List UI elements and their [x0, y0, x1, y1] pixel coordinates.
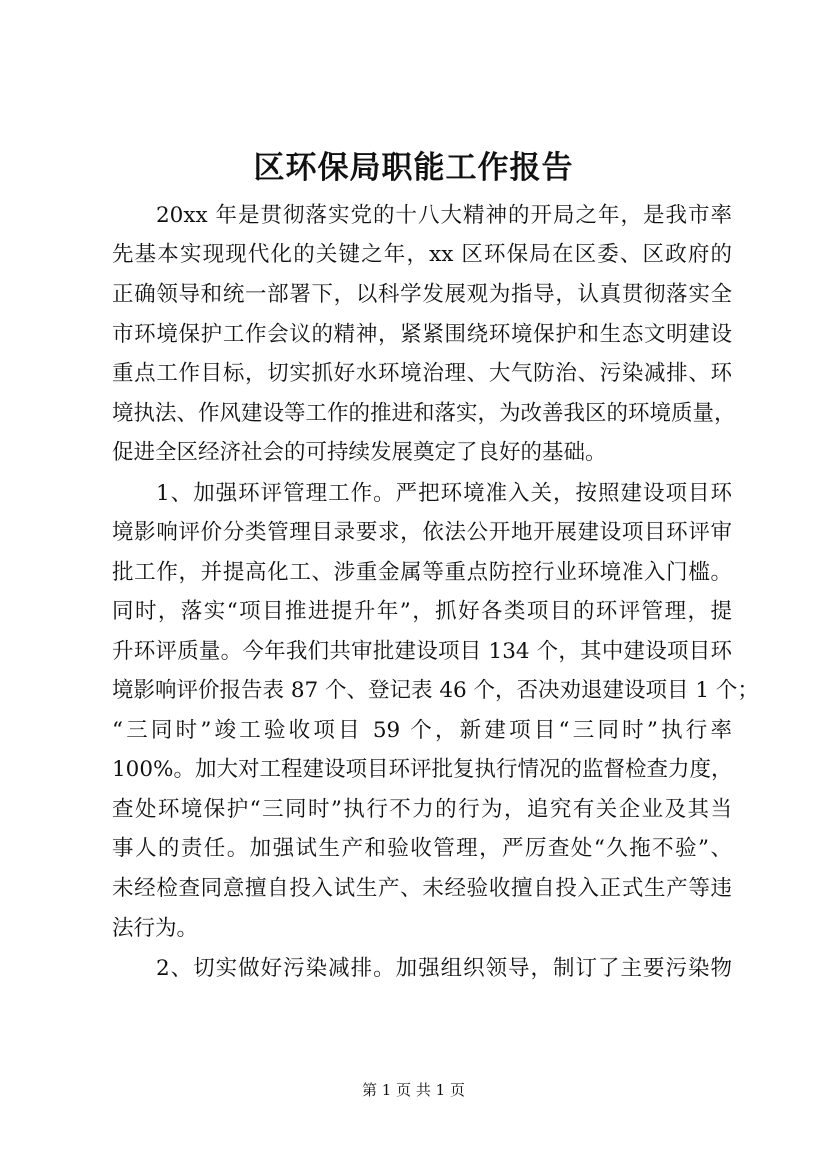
page-title: 区环保局职能工作报告 [253, 150, 574, 186]
paragraph-1-line-2: 先基本实现现代化的关键之年，xx 区环保局在区委、区政府的 [112, 242, 732, 267]
paragraph-3-line-1: 2、切实做好污染减排。加强组织领导，制订了主要污染物 [156, 956, 732, 981]
paragraph-1-line-5: 重点工作目标，切实抓好水环境治理、大气防治、污染减排、环 [112, 361, 732, 386]
paragraph-2-line-3: 批工作，并提高化工、涉重金属等重点防控行业环境准入门槛。 [112, 560, 732, 585]
page-footer: 第 1 页 共 1 页 [362, 1081, 465, 1099]
paragraph-1-line-3: 正确领导和统一部署下，以科学发展观为指导，认真贯彻落实全 [112, 282, 732, 307]
paragraph-2-line-6: 境影响评价报告表 87 个、登记表 46 个，否决劝退建设项目 1 个； [112, 678, 759, 703]
paragraph-1-line-1: 20xx 年是贯彻落实党的十八大精神的开局之年，是我市率 [156, 203, 732, 228]
paragraph-1-line-4: 市环境保护工作会议的精神，紧紧围绕环境保护和生态文明建设 [112, 322, 732, 347]
paragraph-2-line-9: 查处环境保护“三同时”执行不力的行为，追究有关企业及其当 [112, 797, 732, 822]
paragraph-2-line-8: 100%。加大对工程建设项目环评批复执行情况的监督检查力度， [112, 757, 733, 782]
paragraph-2-line-11: 未经检查同意擅自投入试生产、未经验收擅自投入正式生产等违 [112, 876, 732, 901]
paragraph-2-line-1: 1、加强环评管理工作。严把环境准入关，按照建设项目环 [156, 481, 732, 506]
paragraph-2-line-12: 法行为。 [112, 916, 199, 941]
paragraph-1-line-7: 促进全区经济社会的可持续发展奠定了良好的基础。 [112, 440, 607, 465]
paragraph-2-line-5: 升环评质量。今年我们共审批建设项目 134 个，其中建设项目环 [112, 639, 732, 664]
paragraph-2-line-7: “三同时”竣工验收项目 59 个，新建项目“三同时”执行率 [112, 718, 732, 743]
paragraph-2-line-10: 事人的责任。加强试生产和验收管理，严厉查处“久拖不验”、 [112, 836, 732, 861]
paragraph-2-line-2: 境影响评价分类管理目录要求，依法公开地开展建设项目环评审 [112, 520, 732, 545]
paragraph-2-line-4: 同时，落实“项目推进提升年”，抓好各类项目的环评管理，提 [112, 599, 732, 624]
paragraph-1-line-6: 境执法、作风建设等工作的推进和落实，为改善我区的环境质量， [112, 401, 736, 426]
